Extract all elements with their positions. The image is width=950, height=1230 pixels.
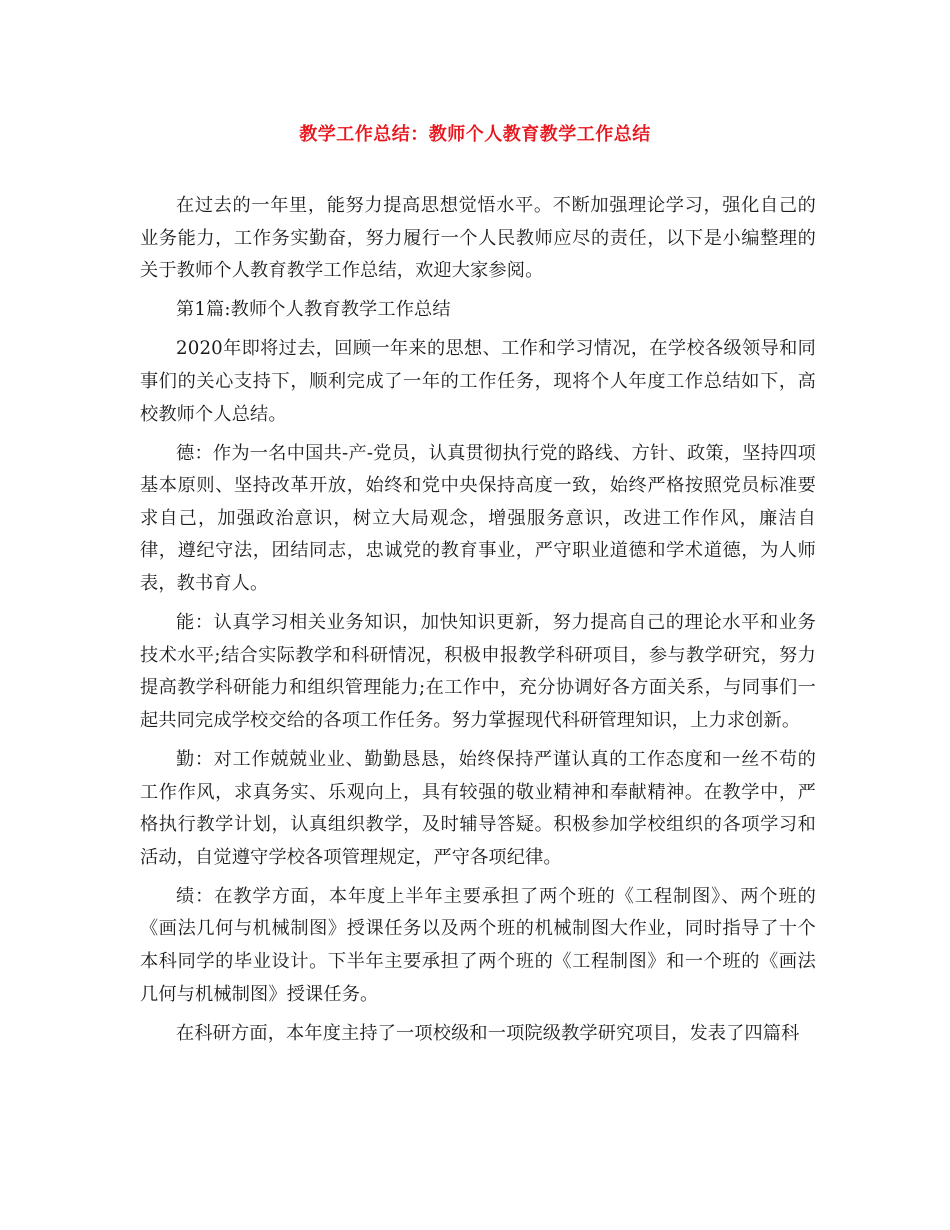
body-paragraph: 勤：对工作兢兢业业、勤勤恳恳，始终保持严谨认真的工作态度和一丝不苟的工作作风，求真务实、乐观向上，具有较强的敬业精神和奉献精神。在教学中，严格执行教学计划，认真组织教学，及时辅导答疑。积极参加学校组织的各项学习和活动，自觉遵守学校各项管理规定，严守各项纪律。 [140, 749, 816, 868]
body-paragraph: 绩：在教学方面，本年度上半年主要承担了两个班的《工程制图》、两个班的《画法几何与机械制图》授课任务以及两个班的机械制图大作业，同时指导了十个本科同学的毕业设计。下半年主要承担了两个班的《工程制图》和一个班的《画法几何与机械制图》授课任务。 [140, 885, 816, 1005]
body-paragraph: 在科研方面，本年度主持了一项校级和一项院级教学研究项目，发表了四篇科 [176, 1022, 800, 1044]
section-heading: 第1篇:教师个人教育教学工作总结 [176, 299, 451, 321]
document-title: 教学工作总结：教师个人教育教学工作总结 [299, 124, 651, 145]
document-body [140, 190, 816, 1057]
body-paragraph: 德：作为一名中国共-产-党员，认真贯彻执行党的路线、方针、政策，坚持四项基本原则、坚持改革开放，始终和党中央保持高度一致，始终严格按照党员标准要求自己，加强政治意识，树立大局观念，增强服务意识，改进工作作风，廉洁自律，遵纪守法，团结同志，忠诚党的教育事业，严守职业道德和学术道德，为人师表，教书育人。 [140, 442, 816, 595]
body-paragraph: 2020年即将过去，回顾一年来的思想、工作和学习情况，在学校各级领导和同事们的关心支持下，顺利完成了一年的工作任务，现将个人年度工作总结如下，高校教师个人总结。 [140, 338, 816, 425]
body-paragraph: 能：认真学习相关业务知识，加快知识更新，努力提高自己的理论水平和业务技术水平;结合实际教学和科研情况，积极申报教学科研项目，参与教学研究，努力提高教学科研能力和组织管理能力;在工作中，充分协调好各方面关系，与同事们一起共同完成学校交给的各项工作任务。努力掌握现代科研管理知识，上力求创新。 [140, 612, 816, 731]
intro-paragraph: 在过去的一年里，能努力提高思想觉悟水平。不断加强理论学习，强化自己的业务能力，工作务实勤奋，努力履行一个人民教师应尽的责任，以下是小编整理的关于教师个人教育教学工作总结，欢迎大家参阅。 [140, 195, 816, 282]
